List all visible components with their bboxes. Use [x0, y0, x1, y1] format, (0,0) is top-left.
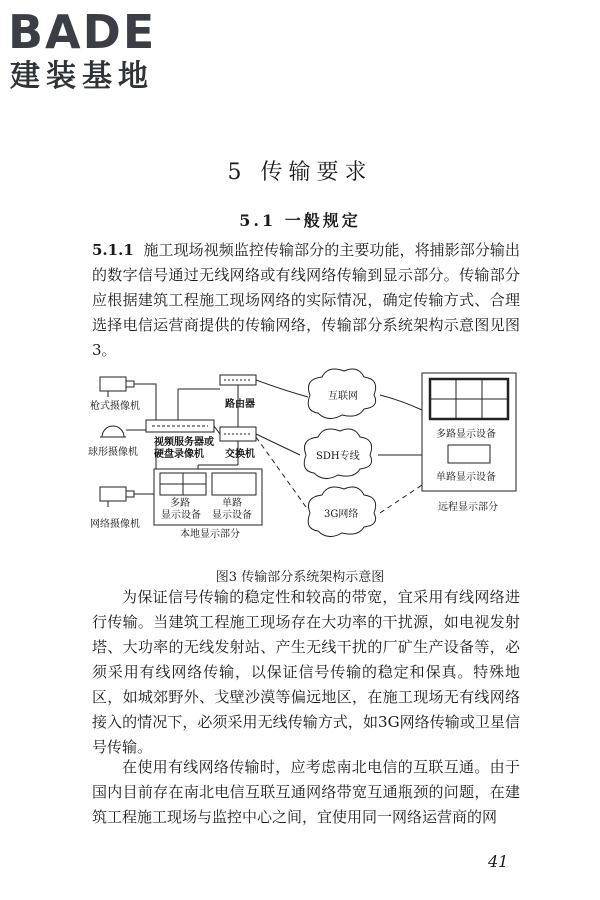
network-camera-icon	[100, 487, 134, 507]
switch-label: 交换机	[225, 449, 255, 460]
body-paragraph-1: 为保证信号传输的稳定性和较高的带宽，宜采用有线网络进行传输。当建筑工程施工现场存在大功率的干扰源，如电视发射塔、大功率的无线发射站、产生无线干扰的厂矿生产设备等，必须采用有线网络传输，以保证信号传输的稳定和保真。特殊地区，如城郊野外、戈壁沙漠等偏远地区，在施工现场无有线网络接入的情况下，必须采用无线传输方式，如3G网络传输或卫星信号传输。	[92, 588, 520, 756]
router-icon	[220, 375, 256, 385]
camera-label-network: 网络摄像机	[90, 519, 140, 530]
dvr-label-line1: 视频服务器或	[154, 437, 214, 448]
clause-paragraph	[92, 238, 520, 363]
camera-label-dome: 球形摄像机	[88, 447, 138, 458]
chapter-title: 5 传输要求	[227, 160, 373, 185]
figure-caption: 图3 传输部分系统架构示意图	[215, 570, 385, 585]
system-architecture-diagram	[88, 365, 528, 560]
logo-subtitle: 建装基地	[10, 59, 154, 94]
logo-brand: BADE	[8, 6, 157, 59]
page-number: 41	[488, 852, 509, 871]
bullet-camera-icon	[100, 377, 134, 397]
body-paragraph-2: 在使用有线网络传输时，应考虑南北电信的互联互通。由于国内目前存在南北电信互联互通网络带宽互通瓶颈的问题，在建筑工程施工现场与监控中心之间，宜使用同一网络运营商的网	[92, 758, 520, 826]
3g-label: 3G网络	[324, 509, 359, 520]
clause-text: 施工现场视频监控传输部分的主要功能，将捕影部分输出的数字信号通过无线网络或有线网络传输到显示部分。传输部分应根据建筑工程施工现场网络的实际情况，确定传输方式、合理选择电信运营商提供的传输网络，传输部分系统架构示意图见图3。	[92, 241, 520, 359]
local-display-group-label: 本地显示部分	[180, 529, 240, 540]
local-single-display-label-1: 单路	[222, 498, 242, 509]
local-multi-display-label-2: 显示设备	[161, 510, 201, 521]
dome-camera-icon	[100, 426, 126, 437]
remote-single-display-label: 单路显示设备	[436, 472, 496, 483]
switch-icon	[220, 427, 256, 441]
section-title: 5.1 一般规定	[239, 211, 361, 230]
sdh-label: SDH专线	[316, 451, 360, 462]
local-multi-display-label-1: 多路	[170, 498, 190, 509]
dvr-label-line2: 硬盘录像机	[154, 449, 204, 460]
router-label: 路由器	[225, 399, 255, 410]
camera-label-bullet: 枪式摄像机	[90, 401, 140, 412]
remote-display-group-label: 远程显示部分	[438, 502, 498, 513]
remote-multi-display-label: 多路显示设备	[436, 429, 496, 440]
clause-number: 5.1.1	[92, 241, 134, 259]
bade-logo	[8, 6, 188, 94]
dvr-icon	[146, 420, 214, 432]
internet-label: 互联网	[328, 391, 358, 402]
local-single-display-label-2: 显示设备	[212, 510, 252, 521]
